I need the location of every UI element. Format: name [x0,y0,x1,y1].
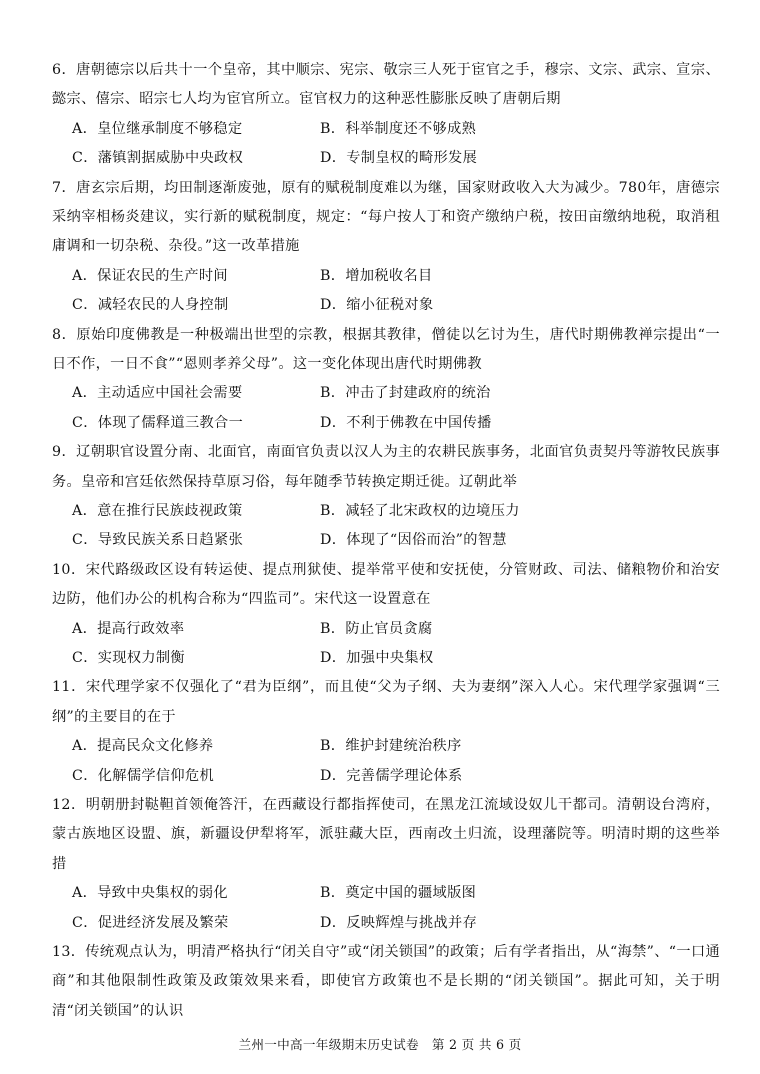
answer-options [52,497,720,556]
option-row [52,144,720,173]
answer-option: A．提高民众文化修养 [72,738,214,755]
answer-option: D．缩小征税对象 [320,297,434,314]
option-row [52,615,720,644]
answer-option: A．导致中央集权的弱化 [72,885,228,902]
option-row [52,909,720,938]
answer-option: B．防止官员贪腐 [320,620,433,637]
answer-options [52,115,720,174]
answer-option: D．完善儒学理论体系 [320,767,463,784]
page-footer: 兰州一中高一年级期末历史试卷 第 2 页 共 6 页 [238,1037,522,1052]
option-row [52,732,720,761]
answer-option: A．主动适应中国社会需要 [72,385,243,402]
question-stem: 8．原始印度佛教是一种极端出世型的宗教，根据其教律，僧徒以乞讨为生，唐代时期佛教禅宗提出“一日不作，一日不食”“恩则孝养父母”。这一变化体现出唐代时期佛教 [52,326,720,372]
answer-option: D．专制皇权的畸形发展 [320,150,478,167]
option-row [52,409,720,438]
answer-option: C．化解儒学信仰危机 [72,767,215,784]
question-stem: 13．传统观点认为，明清严格执行“闭关自守”或“闭关锁国”的政策；后有学者指出，从“海禁”、“一口通商”和其他限制性政策及政策效果来看，即使官方政策也不是长期的“闭关锁国”。据此可知，关于明清“闭关锁国”的认识 [52,943,721,1019]
question-list [52,56,720,1026]
question-block [52,791,720,938]
question-stem: 7．唐玄宗后期，均田制逐渐废弛，原有的赋税制度难以为继，国家财政收入大为减少。780年，唐德宗采纳宰相杨炎建议，实行新的赋税制度，规定：“每户按人丁和资产缴纳户税，按田亩缴纳地税，取消租庸调和一切杂税、杂役。”这一改革措施 [52,179,720,255]
option-row [52,644,720,673]
option-row [52,379,720,408]
question-block [52,556,720,674]
question-block [52,174,720,321]
answer-options [52,615,720,674]
answer-option: C．体现了儒释道三教合一 [72,414,244,431]
answer-option: C．促进经济发展及繁荣 [72,914,229,931]
answer-option: B．增加税收名目 [320,267,433,284]
option-row [52,879,720,908]
answer-options [52,732,720,791]
answer-option: A．保证农民的生产时间 [72,267,228,284]
answer-option: C．藩镇割据威胁中央政权 [72,150,244,167]
answer-options [52,262,720,321]
option-row [52,497,720,526]
answer-option: B．科举制度还不够成熟 [320,120,477,137]
answer-option: A．皇位继承制度不够稳定 [72,120,243,137]
option-row [52,115,720,144]
question-block [52,673,720,791]
answer-option: B．奠定中国的疆域版图 [320,885,477,902]
option-row [52,762,720,791]
answer-option: D．体现了“因俗而治”的智慧 [320,532,507,549]
question-stem: 10．宋代路级政区设有转运使、提点刑狱使、提举常平使和安抚使，分管财政、司法、储粮物价和治安边防，他们办公的机构合称为“四监司”。宋代这一设置意在 [52,561,720,608]
answer-option: D．不利于佛教在中国传播 [320,414,492,431]
option-row [52,291,720,320]
question-stem: 9．辽朝职官设置分南、北面官，南面官负责以汉人为主的农耕民族事务，北面官负责契丹等游牧民族事务。皇帝和宫廷依然保持草原习俗，每年随季节转换定期迁徙。辽朝此举 [52,444,720,490]
answer-option: A．提高行政效率 [72,620,185,637]
answer-option: C．导致民族关系日趋紧张 [72,532,244,549]
question-stem: 12．明朝册封鞑靼首领俺答汗，在西藏设行都指挥使司，在黑龙江流域设奴儿干都司。清朝设台湾府，蒙古族地区设盟、旗，新疆设伊犁将军，派驻藏大臣，西南改土归流，设理藩院等。明清时期的这些举措 [52,796,720,872]
answer-option: D．加强中央集权 [320,649,434,666]
option-row [52,262,720,291]
question-block [52,938,720,1026]
question-stem: 6．唐朝德宗以后共十一个皇帝，其中顺宗、宪宗、敬宗三人死于宦官之手，穆宗、文宗、武宗、宣宗、懿宗、僖宗、昭宗七人均为宦官所立。宦官权力的这种恶性膨胀反映了唐朝后期 [52,62,720,108]
answer-option: B．冲击了封建政府的统治 [320,385,491,402]
question-block [52,438,720,556]
option-row [52,526,720,555]
answer-option: A．意在推行民族歧视政策 [72,503,243,519]
answer-option: C．实现权力制衡 [72,649,185,666]
question-block [52,321,720,439]
answer-option: D．反映辉煌与挑战并存 [320,914,478,931]
answer-option: C．减轻农民的人身控制 [72,297,229,314]
question-block [52,56,720,174]
answer-option: B．减轻了北宋政权的边境压力 [320,503,520,519]
question-stem: 11．宋代理学家不仅强化了“君为臣纲”，而且使“父为子纲、夫为妻纲”深入人心。宋代理学家强调“三纲”的主要目的在于 [52,679,720,725]
answer-options [52,879,720,938]
answer-options [52,379,720,438]
answer-option: B．维护封建统治秩序 [320,738,462,755]
